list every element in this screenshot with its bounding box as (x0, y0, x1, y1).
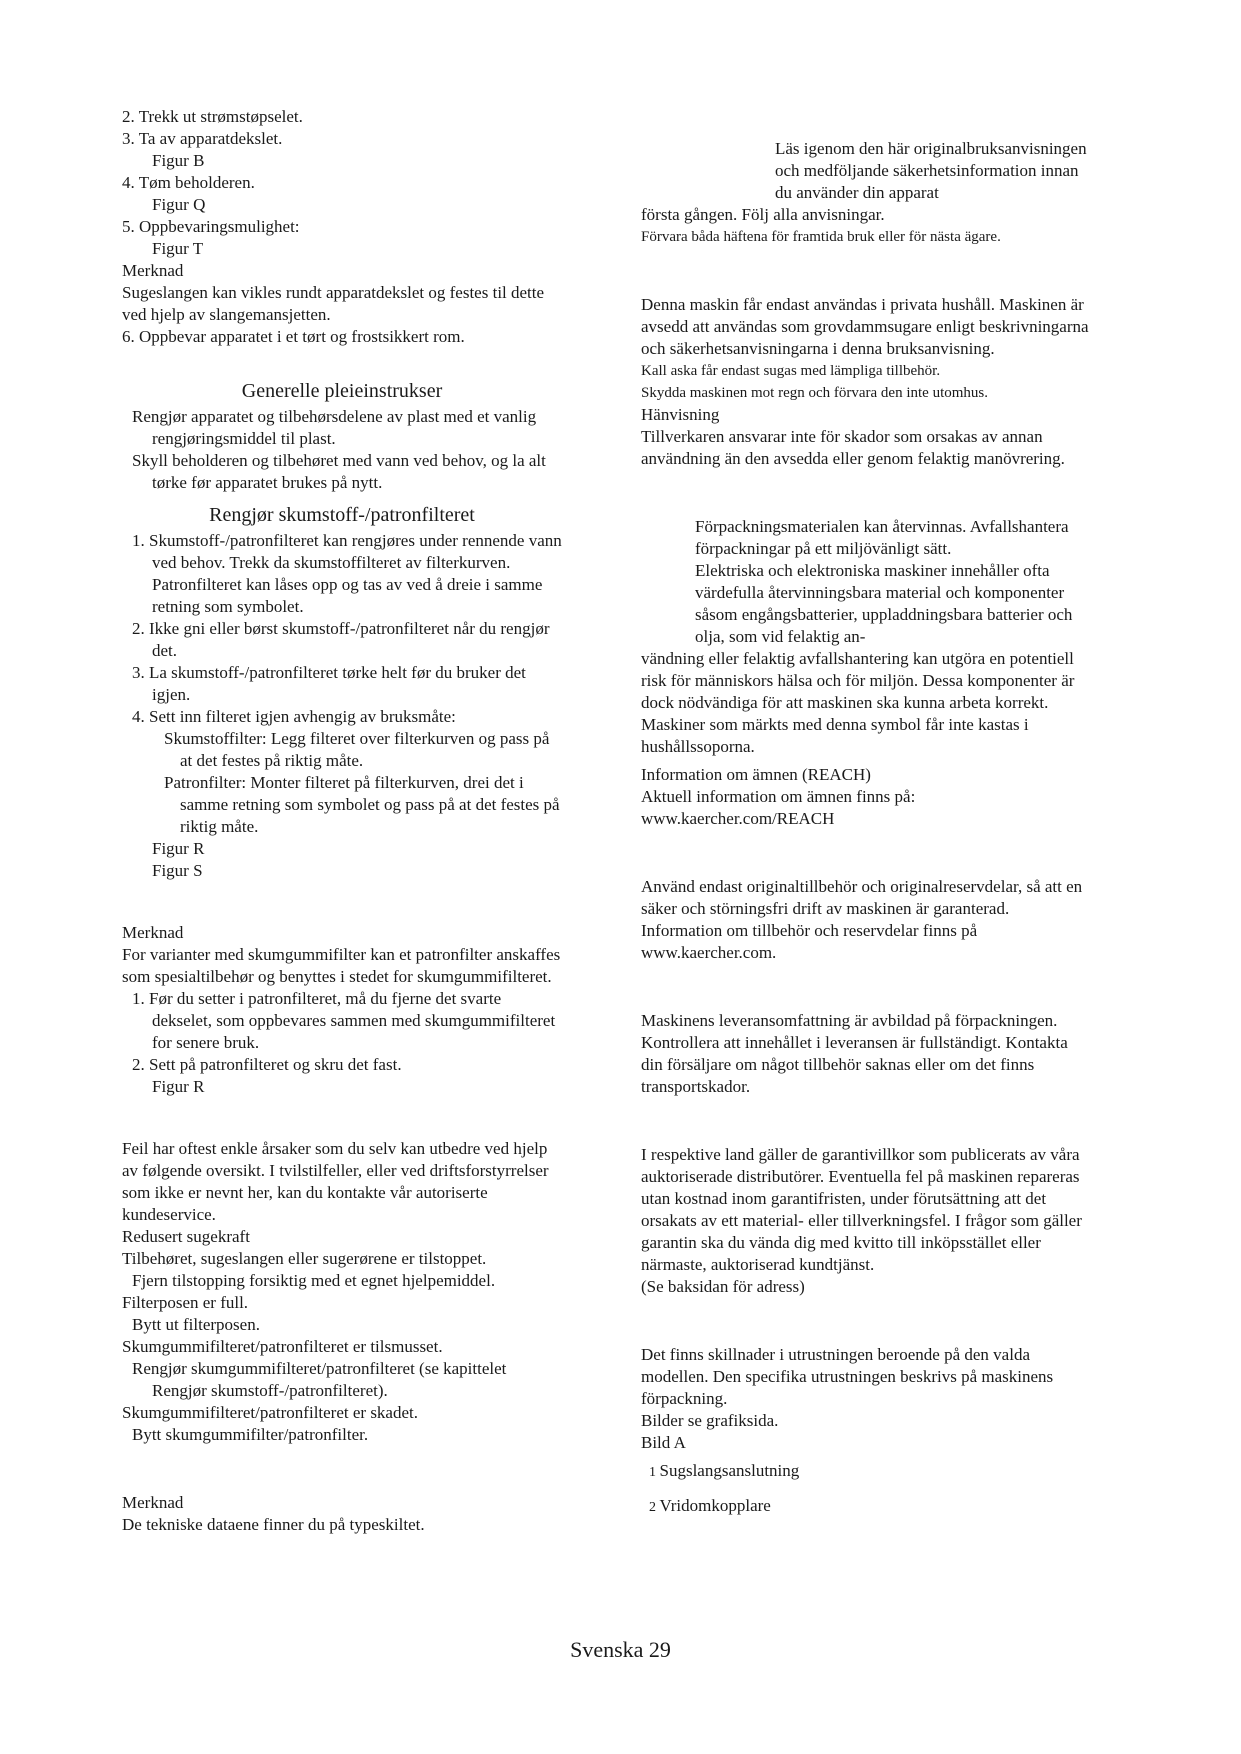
reach-title: Information om ämnen (REACH) (641, 765, 871, 784)
filter-sub-item: Skumstoffilter: Legg filteret over filterkurven og pass på at det festes på riktig måte. (164, 729, 550, 770)
left-column (122, 106, 562, 1536)
use-text: Denna maskin får endast användas i privata hushåll. Maskinen är avsedd att användas som grovdammsugare enligt beskrivningarna och säkerhetsanvisningarna i denna bruksanvisning. (641, 295, 1089, 358)
care-item: Skyll beholderen og tilbehøret med vann ved behov, og la alt tørke før apparatet brukes på nytt. (132, 451, 546, 492)
env-text: vändning eller felaktig avfallshantering kan utgöra en potentiell risk för människors hälsa och för miljön. Dessa komponenter är dock nödvändiga för att maskinen ska kunna arbeta korrekt. Maskiner som märkts med denna symbol får inte kastas i hushållssoporna. (641, 649, 1075, 756)
hint-text: Tillverkaren ansvarar inte för skador som orsakas av annan användning än den avsedda eller genom felaktig manövrering. (641, 427, 1065, 468)
filter-step: 4. Sett inn filteret igjen avhengig av bruksmåte: (132, 707, 456, 726)
spacer (122, 1446, 562, 1492)
bild-label: Bild A (641, 1433, 686, 1452)
part-item (641, 1489, 1089, 1524)
list-item: 4. Tøm beholderen. (122, 173, 255, 192)
figure-ref: Figur B (152, 151, 205, 170)
trouble-item: Bytt ut filterposen. (132, 1315, 260, 1334)
part-label: Sugslangsanslutning (659, 1461, 800, 1480)
tech-text: De tekniske dataene finner du på typeskiltet. (122, 1515, 425, 1534)
trouble-item: Filterposen er full. (122, 1293, 249, 1312)
trouble-item: Rengjør skumgummifilteret/patronfilteret (se kapittelet Rengjør skumstoff-/patronfilteret). (132, 1359, 507, 1400)
list-item: 3. Ta av apparatdekslet. (122, 129, 283, 148)
heading-filter: Rengjør skumstoff-/patronfilteret (209, 504, 475, 526)
spacer (122, 1098, 562, 1138)
part-number: 1 (649, 1465, 656, 1480)
spacer (641, 964, 1089, 1010)
use-ash: Kall aska får endast sugas med lämpliga tillbehör. (641, 363, 941, 379)
heading-care: Generelle pleieinstrukser (241, 380, 443, 402)
right-column (641, 138, 1089, 1524)
intro-small: Förvara båda häftena för framtida bruk eller för nästa ägare. (641, 229, 1001, 245)
trouble-intro: Feil har oftest enkle årsaker som du selv kan utbedre ved hjelp av følgende oversikt. I tvilstilfeller, eller ved driftsforstyrrelser som ikke er nevnt her, kan du kontakte vår autoriserte kundeservice. (122, 1139, 549, 1224)
care-item: Rengjør apparatet og tilbehørsdelene av plast med et vanlig rengjøringsmiddel til plast. (132, 407, 537, 448)
spacer (641, 248, 1089, 294)
warranty-address: (Se baksidan för adress) (641, 1277, 805, 1296)
list-item: 2. Trekk ut strømstøpselet. (122, 107, 303, 126)
trouble-title: Redusert sugekraft (122, 1227, 250, 1246)
trouble-item: Skumgummifilteret/patronfilteret er skadet. (122, 1403, 418, 1422)
env-text: Elektriska och elektroniska maskiner innehåller ofta värdefulla återvinningsbara material och komponenter såsom engångsbatterier, uppladdningsbara batterier och olja, som vid felaktig an- (695, 561, 1073, 646)
figure-ref: Figur R (152, 839, 205, 858)
trouble-item: Bytt skumgummifilter/patronfilter. (132, 1425, 369, 1444)
spacer (641, 1098, 1089, 1144)
filter-sub-item: Patronfilter: Monter filteret på filterkurven, drei det i samme retning som symbolet og pass på at det festes på riktig måte. (164, 773, 560, 836)
filter-step: 2. Ikke gni eller børst skumstoff-/patronfilteret når du rengjør det. (132, 619, 550, 660)
spacer (641, 830, 1089, 876)
warranty-text: I respektive land gäller de garantivillkor som publicerats av våra auktoriserade distributörer. Eventuella fel på maskinen repareras utan kostnad inom garantifristen, under förutsättning att det orsakats av ett material- eller tillverkningsfel. I frågor som gäller garantin ska du vända dig med kvitto till inköpsstället eller närmaste, auktoriserad kundtjänst. (641, 1145, 1082, 1274)
filter-step: 3. La skumstoff-/patronfilteret tørke helt før du bruker det igjen. (132, 663, 526, 704)
figure-ref: Figur R (152, 1077, 205, 1096)
note-label: Merknad (122, 1493, 184, 1512)
spacer (122, 882, 562, 922)
note-text: Sugeslangen kan vikles rundt apparatdekslet og festes til dette ved hjelp av slangemansjetten. (122, 283, 545, 324)
variant-step: 1. Før du setter i patronfilteret, må du fjerne det svarte dekselet, som oppbevares sammen med skumgummifilteret for senere bruk. (132, 989, 556, 1052)
intro-text: första gången. Följ alla anvisningar. (641, 205, 885, 224)
spacer (641, 470, 1089, 516)
delivery-text: Maskinens leveransomfattning är avbildad på förpackningen. Kontrollera att innehållet i leveransen är fullständigt. Kontakta din försäljare om något tillbehör saknas eller om det finns transportskador. (641, 1011, 1068, 1096)
note-label: Merknad (122, 923, 184, 942)
variant-step: 2. Sett på patronfilteret og skru det fast. (132, 1055, 402, 1074)
list-item: 6. Oppbevar apparatet i et tørt og frostsikkert rom. (122, 327, 465, 346)
trouble-item: Skumgummifilteret/patronfilteret er tilsmusset. (122, 1337, 443, 1356)
part-item (641, 1454, 1089, 1489)
filter-step: 1. Skumstoff-/patronfilteret kan rengjøres under rennende vann ved behov. Trekk da skumstoffilteret av filterkurven. Patronfilteret kan låses opp og tas av ved å dreie i samme retning som symbolet. (132, 531, 562, 616)
figure-ref: Figur T (152, 239, 204, 258)
use-rain: Skydda maskinen mot regn och förvara den inte utomhus. (641, 385, 989, 401)
trouble-item: Fjern tilstopping forsiktig med et egnet hjelpemiddel. (132, 1271, 496, 1290)
list-item: 5. Oppbevaringsmulighet: (122, 217, 300, 236)
part-label: Vridomkopplare (659, 1496, 771, 1515)
trouble-item: Tilbehøret, sugeslangen eller sugerørene er tilstoppet. (122, 1249, 487, 1268)
hint-label: Hänvisning (641, 405, 720, 424)
reach-text: Aktuell information om ämnen finns på: www.kaercher.com/REACH (641, 787, 916, 828)
equipment-text: Det finns skillnader i utrustningen beroende på den valda modellen. Den specifika utrustningen beskrivs på maskinens förpackning. (641, 1345, 1054, 1408)
note-label: Merknad (122, 261, 184, 280)
accessories-info: Information om tillbehör och reservdelar finns på www.kaercher.com. (641, 921, 978, 962)
accessories-text: Använd endast originaltillbehör och originalreservdelar, så att en säker och störningsfri drift av maskinen är garanterad. (641, 877, 1083, 918)
spacer (641, 1298, 1089, 1344)
figure-ref: Figur S (152, 861, 203, 880)
intro-text: Läs igenom den här originalbruksanvisningen och medföljande säkerhetsinformation innan du använder din apparat (775, 139, 1087, 202)
equipment-pics: Bilder se grafiksida. (641, 1411, 779, 1430)
note-text: For varianter med skumgummifilter kan et patronfilter anskaffes som spesialtilbehør og benyttes i stedet for skumgummifilteret. (122, 945, 561, 986)
figure-ref: Figur Q (152, 195, 206, 214)
part-number: 2 (649, 1500, 656, 1515)
page-footer: Svenska 29 (570, 1637, 671, 1662)
env-text: Förpackningsmaterialen kan återvinnas. Avfallshantera förpackningar på ett miljövänligt sätt. (695, 517, 1069, 558)
